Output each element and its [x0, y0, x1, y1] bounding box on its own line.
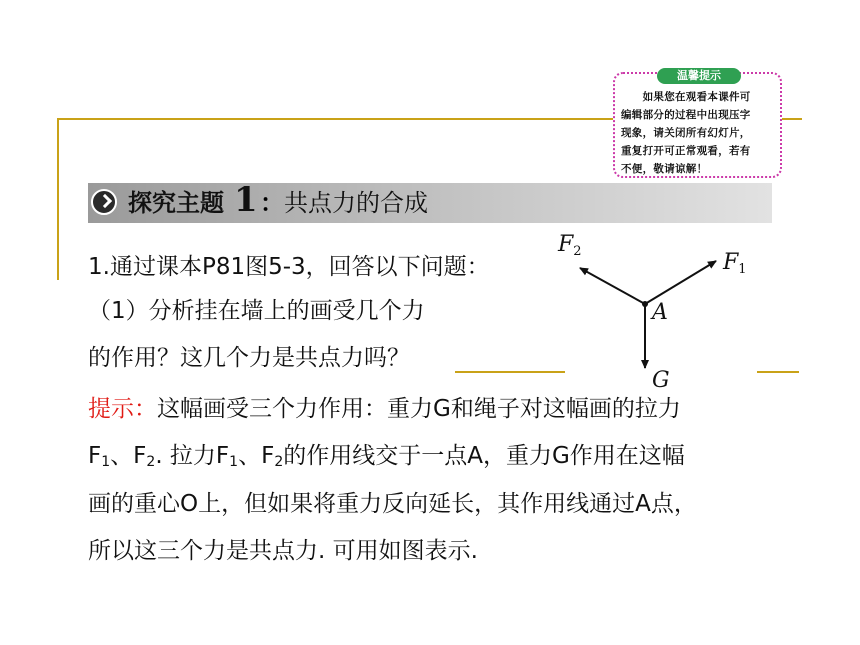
- hint-label: 提示：: [88, 396, 157, 422]
- hint-line-4: 所以这三个力是共点力. 可用如图表示.: [88, 538, 478, 564]
- notice-line: 如果您在观看本课件可: [621, 91, 751, 103]
- notice-line: 编辑部分的过程中出现压字: [621, 109, 751, 121]
- hint-text: 这幅画受三个力作用：重力G和绳子对这幅画的拉力: [157, 396, 681, 422]
- subscript: 2: [146, 454, 156, 470]
- banner-title: 探究主题: [128, 188, 224, 217]
- force-f1-arrow: [645, 261, 716, 304]
- notice-box: [613, 69, 782, 178]
- notice-line: 重复打开可正常观看，若有: [621, 145, 751, 157]
- force-f2-arrow: [580, 268, 645, 304]
- question-line-3: 的作用？这几个力是共点力吗？: [88, 345, 410, 371]
- banner-subtitle: 共点力的合成: [284, 189, 428, 217]
- question-line-1: 1.通过课本P81图5-3，回答以下问题：: [88, 254, 490, 280]
- frame-line-left: [57, 118, 59, 280]
- hint-text: . 拉力F: [155, 443, 230, 469]
- hint-text: 、F: [110, 443, 147, 469]
- banner-number: 1: [234, 180, 258, 220]
- notice-line: 不便，敬请谅解！: [621, 163, 708, 175]
- question-line-2: （1）分析挂在墙上的画受几个力: [88, 298, 425, 324]
- section-banner: [88, 180, 772, 223]
- banner-colon: ：: [260, 189, 284, 217]
- notice-body: [621, 88, 776, 178]
- g-label: G: [652, 368, 670, 393]
- hint-line-3: 画的重心O上，但如果将重力反向延长，其作用线通过A点，: [88, 491, 697, 517]
- notice-line: 现象，请关闭所有幻灯片，: [621, 127, 751, 139]
- hint-text: 、F: [238, 443, 275, 469]
- hint-line-1: [88, 394, 681, 424]
- point-a-dot: [642, 301, 648, 307]
- hint-text: 的作用线交于一点A，重力G作用在这幅: [283, 443, 685, 469]
- hint-line-2: [88, 441, 685, 477]
- chevron-right-icon: [91, 189, 117, 215]
- subscript: 1: [101, 454, 111, 470]
- f1-label: F1: [723, 250, 747, 277]
- hint-text: F: [88, 443, 102, 469]
- f2-label: F2: [558, 232, 582, 259]
- subscript: 1: [229, 454, 239, 470]
- a-label: A: [652, 300, 668, 325]
- subscript: 2: [274, 454, 284, 470]
- notice-title: 温馨提示: [657, 68, 741, 84]
